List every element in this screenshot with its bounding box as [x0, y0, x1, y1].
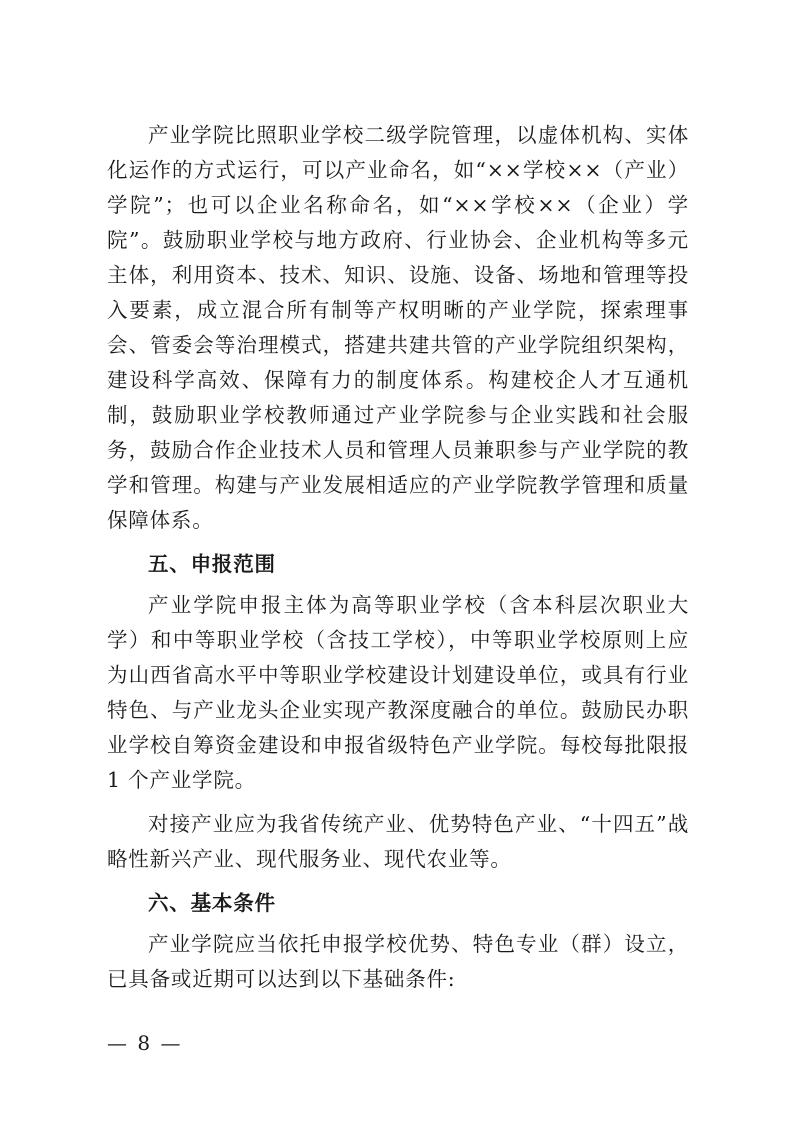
document-body [107, 118, 689, 997]
section-heading-basic-conditions: 六、基本条件 [148, 891, 276, 915]
section-heading-application-scope: 五、申报范围 [148, 552, 276, 576]
paragraph-basic-conditions: 产业学院应当依托申报学校优势、特色专业（群）设立，已具备或近期可以达到以下基础条件: [107, 932, 689, 991]
paragraph-industry-college-management: 产业学院比照职业学校二级学院管理，以虚体机构、实体化运作的方式运行，可以产业命名，如“××学校××（产业）学院”；也可以企业名称命名，如“××学校××（企业）学院”。鼓励职业学校与地方政府、行业协会、企业机构等多元主体，利用资本、技术、知识、设施、设备、场地和管理等投入要素，成立混合所有制等产权明晰的产业学院，探索理事会、管委会等治理模式，搭建共建共管的产业学院组织架构，建设科学高效、保障有力的制度体系。构建校企人才互通机制，鼓励职业学校教师通过产业学院参与企业实践和社会服务，鼓励合作企业技术人员和管理人员兼职参与产业学院的教学和管理。构建与产业发展相适应的产业学院教学管理和质量保障体系。 [107, 123, 689, 532]
paragraph-application-subjects: 产业学院申报主体为高等职业学校（含本科层次职业大学）和中等职业学校（含技工学校），中等职业学校原则上应为山西省高水平中等职业学校建设计划建设单位，或具有行业特色、与产业龙头企业实现产教深度融合的单位。鼓励民办职业学校自筹资金建设和申报省级特色产业学院。每校每批限报 1 个产业学院。 [107, 593, 689, 792]
paragraph-target-industries: 对接产业应为我省传统产业、优势特色产业、“十四五”战略性新兴产业、现代服务业、现代农业等。 [107, 812, 689, 871]
page-number: — 8 — [107, 1031, 183, 1055]
